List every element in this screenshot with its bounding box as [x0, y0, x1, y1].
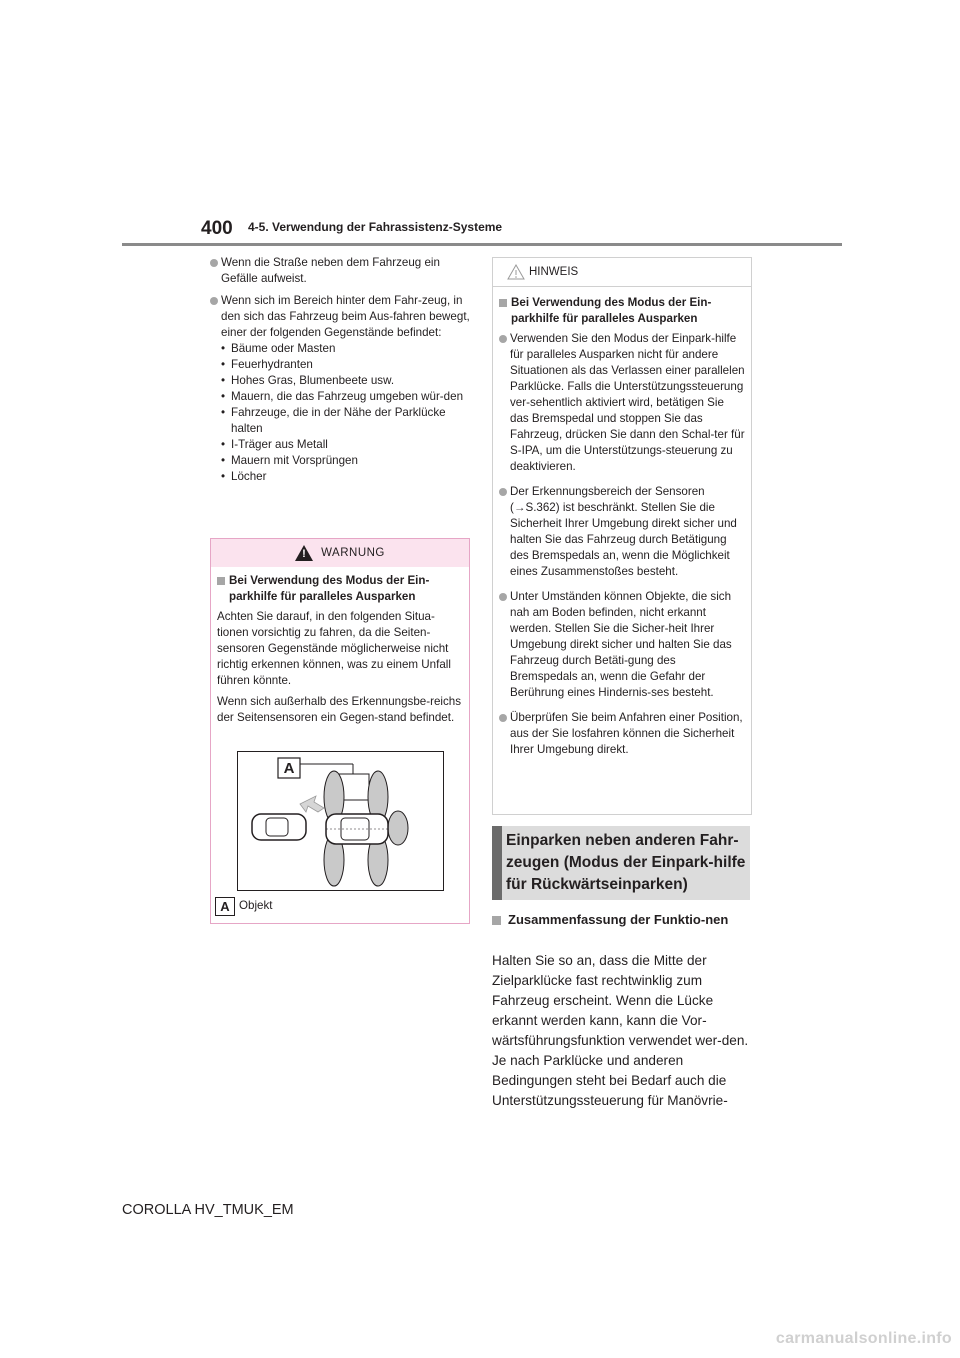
- list-item: • Mauern, die das Fahrzeug umgeben wür-den: [221, 389, 472, 405]
- warning-title: WARNUNG: [321, 547, 385, 559]
- bullet-icon: [210, 297, 218, 305]
- list-item: [499, 484, 745, 580]
- callout-letter: A: [283, 760, 295, 777]
- bullet-icon: [499, 488, 507, 496]
- sub-heading: Zusammenfassung der Funktio-nen: [492, 910, 766, 930]
- section-heading-box: [492, 826, 750, 900]
- list-item: [210, 255, 472, 287]
- list-item: • Fahrzeuge, die in der Nähe der Parklücke halten: [221, 405, 472, 437]
- footer-model: COROLLA HV_TMUK_EM: [122, 1202, 294, 1218]
- square-bullet-icon: [217, 577, 225, 585]
- list-item: [499, 589, 745, 701]
- legend-callout: A: [215, 897, 235, 916]
- warning-paragraph: Wenn sich außerhalb des Erkennungsbe-reichs der Seitensensoren ein Gegen-stand befindet.: [217, 695, 462, 724]
- left-column: [210, 255, 472, 485]
- warning-icon: !: [295, 545, 313, 561]
- bullet-text: Überprüfen Sie beim Anfahren einer Position, aus der Sie losfahren können die Sicherheit Ihrer Umgebung direkt.: [510, 711, 743, 756]
- list-item: [210, 293, 472, 341]
- caution-icon: [507, 264, 525, 280]
- note-box: [492, 257, 752, 815]
- square-bullet-icon: [492, 916, 501, 925]
- list-item: • Bäume oder Masten: [221, 341, 472, 357]
- bullet-icon: [499, 335, 507, 343]
- section-heading: Einparken neben anderen Fahr-zeugen (Modus der Einpark-hilfe für Rückwärtseinparken): [506, 832, 746, 893]
- bullet-text: Unter Umständen können Objekte, die sich nah am Boden befinden, nicht erkannt werden. Stellen Sie die Sicher-heit Ihrer Umgebung direkt sicher und halten Sie das Fahrzeug durch Betäti-gung des Bremspedals an, wenn die Gefahr der Berührung eines Hindernis-ses besteht.: [510, 590, 732, 699]
- list-item: • Löcher: [221, 469, 472, 485]
- legend-label: Objekt: [239, 899, 273, 912]
- list-item: • I-Träger aus Metall: [221, 437, 472, 453]
- square-bullet-icon: [499, 299, 507, 307]
- page-number: 400: [201, 218, 233, 239]
- bullet-icon: [499, 714, 507, 722]
- bullet-text: Wenn die Straße neben dem Fahrzeug ein Gefälle aufweist.: [221, 256, 440, 285]
- parking-diagram: [237, 751, 444, 891]
- body-paragraph: Halten Sie so an, dass die Mitte der Zielparklücke fast rechtwinklig zum Fahrzeug erscheint. Wenn die Lücke erkannt werden kann, kann die Vor-wärtsführungsfunktion verwendet wer-den. Je nach Parklücke und anderen Bedingungen steht bei Bedarf auch die Unterstützungssteuerung für Manövrie-: [492, 953, 749, 1108]
- note-title: HINWEIS: [529, 266, 579, 278]
- bullet-text: Der Erkennungsbereich der Sensoren (→S.362) ist beschränkt. Stellen Sie die Sicherheit Ihrer Umgebung direkt sicher und halten Sie das Fahrzeug durch Betätigung des Bremspedals an, wenn die Möglichkeit eines Zusammenstoßes besteht.: [510, 485, 737, 578]
- direction-arrow-icon: [300, 796, 324, 812]
- section-title: 4-5. Verwendung der Fahrassistenz-Systeme: [248, 220, 503, 234]
- note-subtitle: Bei Verwendung des Modus der Ein-parkhilfe für paralleles Ausparken: [499, 295, 745, 327]
- header-rule: [122, 243, 842, 246]
- parking-illustration: [238, 752, 443, 890]
- warning-header: [211, 539, 469, 567]
- warning-paragraph: Achten Sie darauf, in den folgenden Situa-tionen vorsichtig zu fahren, da die Seiten-sensoren Gegenstände möglicherweise nicht richtig erkennen können, was zu einem Unfall führen könnte.: [217, 610, 451, 687]
- list-item: • Mauern mit Vorsprüngen: [221, 453, 472, 469]
- bullet-text: Wenn sich im Bereich hinter dem Fahr-zeug, in den sich das Fahrzeug beim Aus-fahren bewegt, einer der folgenden Gegenstände befindet:: [221, 294, 470, 339]
- heading-accent-bar: [492, 826, 502, 900]
- list-item: • Hohes Gras, Blumenbeete usw.: [221, 373, 472, 389]
- list-item: • Feuerhydranten: [221, 357, 472, 373]
- list-item: [499, 331, 745, 475]
- bullet-icon: [499, 593, 507, 601]
- list-item: [499, 710, 745, 758]
- bullet-icon: [210, 259, 218, 267]
- watermark: carmanualsonline.info: [775, 1330, 952, 1347]
- warning-subtitle: Bei Verwendung des Modus der Ein-parkhilfe für paralleles Ausparken: [217, 573, 463, 605]
- note-header: [493, 258, 751, 287]
- bullet-text: Verwenden Sie den Modus der Einpark-hilfe für paralleles Ausparken nicht für andere Situationen als das Verlassen einer parallelen Parklücke. Falls die Unterstützungssteuerung ver-sehentlich aktiviert wird, betätigen Sie das Bremspedal und stoppen Sie das Fahrzeug, drücken Sie dann den Schal-ter für S-IPA, um die Unterstützungs-steuerung zu deaktivieren.: [510, 332, 745, 473]
- object-list: [210, 341, 472, 485]
